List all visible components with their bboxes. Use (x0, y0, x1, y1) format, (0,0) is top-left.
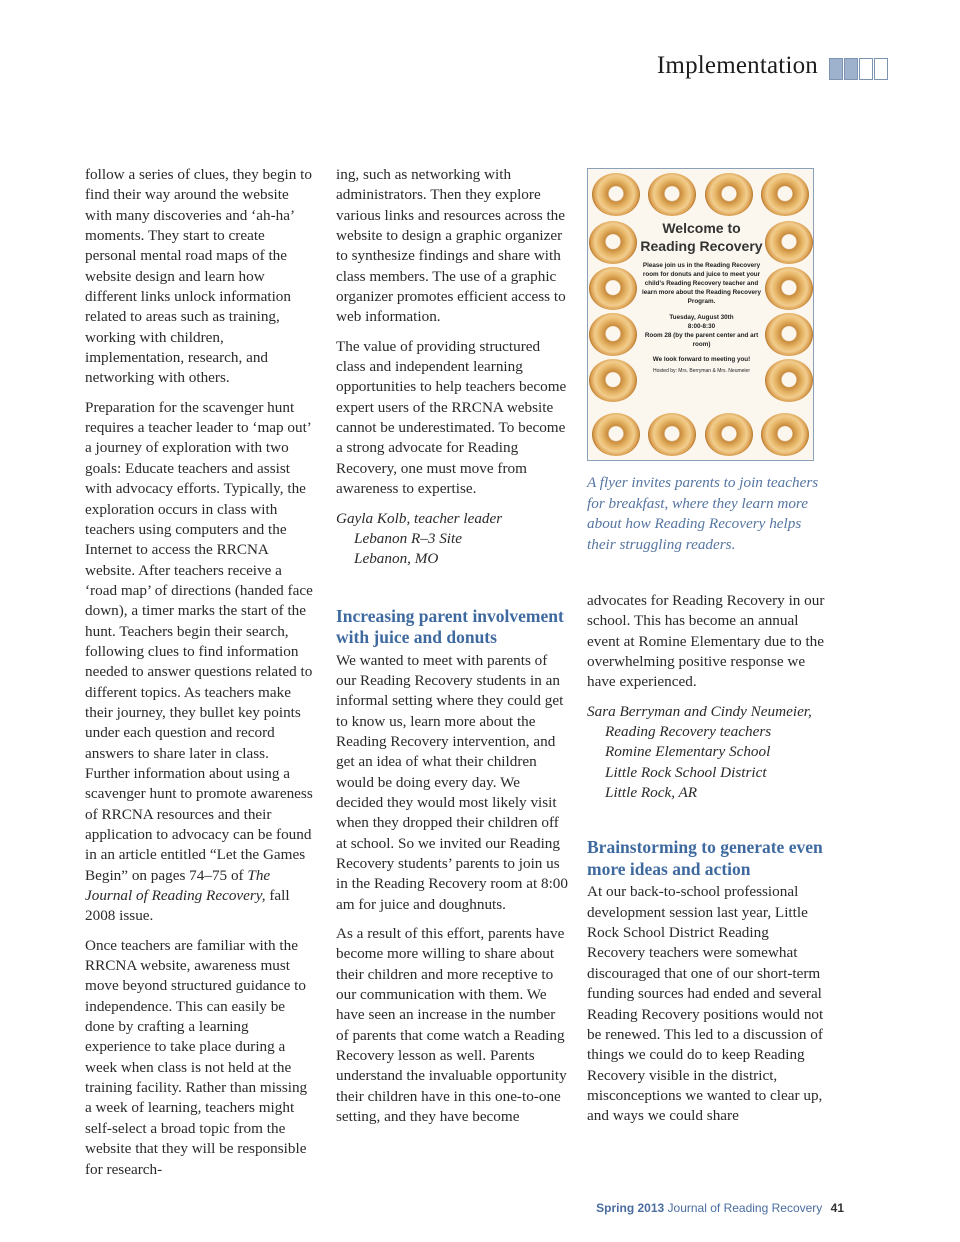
header-box-filled (829, 58, 843, 80)
donut-image (765, 267, 813, 310)
signature-line: Gayla Kolb, teacher leader (336, 509, 503, 527)
journal-citation: The Journal of Reading Recovery, (85, 866, 271, 905)
citation-rest: fall 2008 issue. (85, 887, 290, 925)
author-signature (587, 702, 825, 804)
header-box-empty (859, 58, 873, 80)
flyer-text (638, 219, 765, 375)
signature-line: Romine Elementary School (605, 743, 771, 761)
flyer-date: Tuesday, August 30th (669, 314, 734, 321)
section-title: Implementation (656, 52, 818, 79)
signature-line: Little Rock School District (605, 763, 767, 781)
paragraph: Once teachers are familiar with the RRCNA website, awareness must move beyond structured guidance to independence. This can easily be done by crafting a learning experience to take place during a week when class is not held at the training facility. Rather than missing a week of learning, teachers might self-select a broad topic from the website that they will be responsible for research- (85, 936, 308, 1178)
section-heading: Increasing parent involvement with juice and donuts (336, 605, 564, 648)
column-left (85, 165, 317, 1189)
paragraph: advocates for Reading Recovery in our school. This has become an annual event at Romine Elementary due to the overwhelming positive response we have experienced. (587, 592, 825, 691)
signature-line: Lebanon, MO (354, 550, 439, 568)
paragraph: follow a series of clues, they begin to find their way around the website with many discoveries and ‘ah-ha’ moments. They start to create personal mental road maps of the website design and learn how different links unlock information related to areas such as training, working with children, implementation, research, and networking with others. (85, 166, 312, 387)
flyer-title: Reading Recovery (640, 238, 763, 254)
issue-season: Spring 2013 (596, 1201, 665, 1215)
donut-image (765, 313, 813, 356)
header-box-empty (874, 58, 888, 80)
flyer-closing: We look forward to meeting you! (652, 356, 751, 363)
flyer-time: 8:00-8:30 (687, 323, 716, 330)
header-box-filled (844, 58, 858, 80)
page-number: 41 (830, 1201, 844, 1215)
flyer-body: Please join us in the Reading Recovery room for donuts and juice to meet your child’s Reading Recovery teacher and learn more about the Reading Recovery Program. (642, 262, 761, 305)
paragraph: At our back-to-school professional development session last year, Little Rock School District Reading Recovery teachers were somewhat discouraged that one of our short-term funding sources had ended and several Reading Recovery positions would not be renewed. This led to a discussion of things we could do to keep Reading Recovery visible in the district, misconceptions we wanted to clear up, and ways we could share (587, 883, 824, 1125)
donut-image (589, 313, 637, 356)
paragraph: The value of providing structured class and independent learning opportunities to help teachers become expert users of the RRCNA website cannot be underestimated. To become a strong advocate for Reading Recovery, one must move from awareness to expertise. (336, 337, 567, 498)
signature-line: Sara Berryman and Cindy Neumeier, (587, 702, 812, 720)
header-box-decoration (829, 58, 889, 80)
journal-name: Journal of Reading Recovery (667, 1201, 823, 1215)
signature-line: Lebanon R–3 Site (354, 529, 462, 547)
donut-image (761, 413, 809, 456)
paragraph: ing, such as networking with administrators. Then they explore various links and resources across the website to design a graphic organizer to synthesize findings and share with class members. The use of a graphic organizer promotes efficient access to web information. (336, 166, 566, 326)
paragraph (85, 398, 317, 927)
signature-line: Reading Recovery teachers (605, 723, 772, 741)
flyer-caption: A flyer invites parents to join teachers for breakfast, where they learn more about how Reading Recovery helps their struggling readers. (587, 474, 819, 553)
donut-image (592, 173, 640, 216)
flyer-image (587, 168, 814, 461)
column-middle (336, 165, 568, 1136)
donut-image (592, 413, 640, 456)
flyer-room: Room 28 (by the parent center and art room) (644, 332, 759, 348)
donut-image (589, 267, 637, 310)
donut-image (705, 173, 753, 216)
signature-line: Little Rock, AR (605, 784, 698, 802)
flyer-host: Hosted by: Mrs. Berryman & Mrs. Neumeier (653, 368, 750, 374)
flyer-title: Welcome to (662, 220, 741, 236)
paragraph: We wanted to meet with parents of our Reading Recovery students in an informal setting where they could get to know us, learn more about the Reading Recovery intervention, and get an idea of what their children would be doing every day. We decided they would most likely visit when they dropped their children off at school. So we invited our Reading Recovery students’ parents to join us in the Reading Recovery room at 8:00 am for juice and doughnuts. (336, 651, 568, 913)
donut-image (589, 221, 637, 264)
author-signature (336, 509, 568, 570)
paragraph-text: Preparation for the scavenger hunt requires a teacher leader to ‘map out’ a journey of exploration with two goals: Educate teachers and assist with advocacy efforts. Typically, the exploration occurs in class with teachers using computers and the Internet to access the RRCNA website. After teachers receive a ‘road map’ of directions (handed face down), a timer marks the start of the hunt. Teachers begin their search, following clues to find information needed to answer questions related to different topics. As teachers make their journey, they bullet key points under each question and record answers to share later in class. Further information about using a scavenger hunt to promote awareness of RRCNA resources and their application to advocacy can be found in an article entitled “Let the Games Begin” on pages 74–75 of (85, 398, 313, 884)
donut-image (705, 413, 753, 456)
column-right (587, 591, 825, 1136)
donut-image (761, 173, 809, 216)
section-heading: Brainstorming to generate even more ideas and action (587, 837, 823, 879)
page-footer (596, 1201, 844, 1215)
donut-image (765, 221, 813, 264)
donut-image (589, 359, 637, 402)
donut-image (765, 359, 813, 402)
donut-image (648, 413, 696, 456)
donut-image (648, 173, 696, 216)
paragraph: As a result of this effort, parents have become more willing to share about their children and more receptive to our communication with them. We have seen an increase in the number of parents that come watch a Reading Recovery lesson as well. Parents understand the invaluable opportunity their children have in this one-to-one setting, and they have become (336, 925, 567, 1126)
